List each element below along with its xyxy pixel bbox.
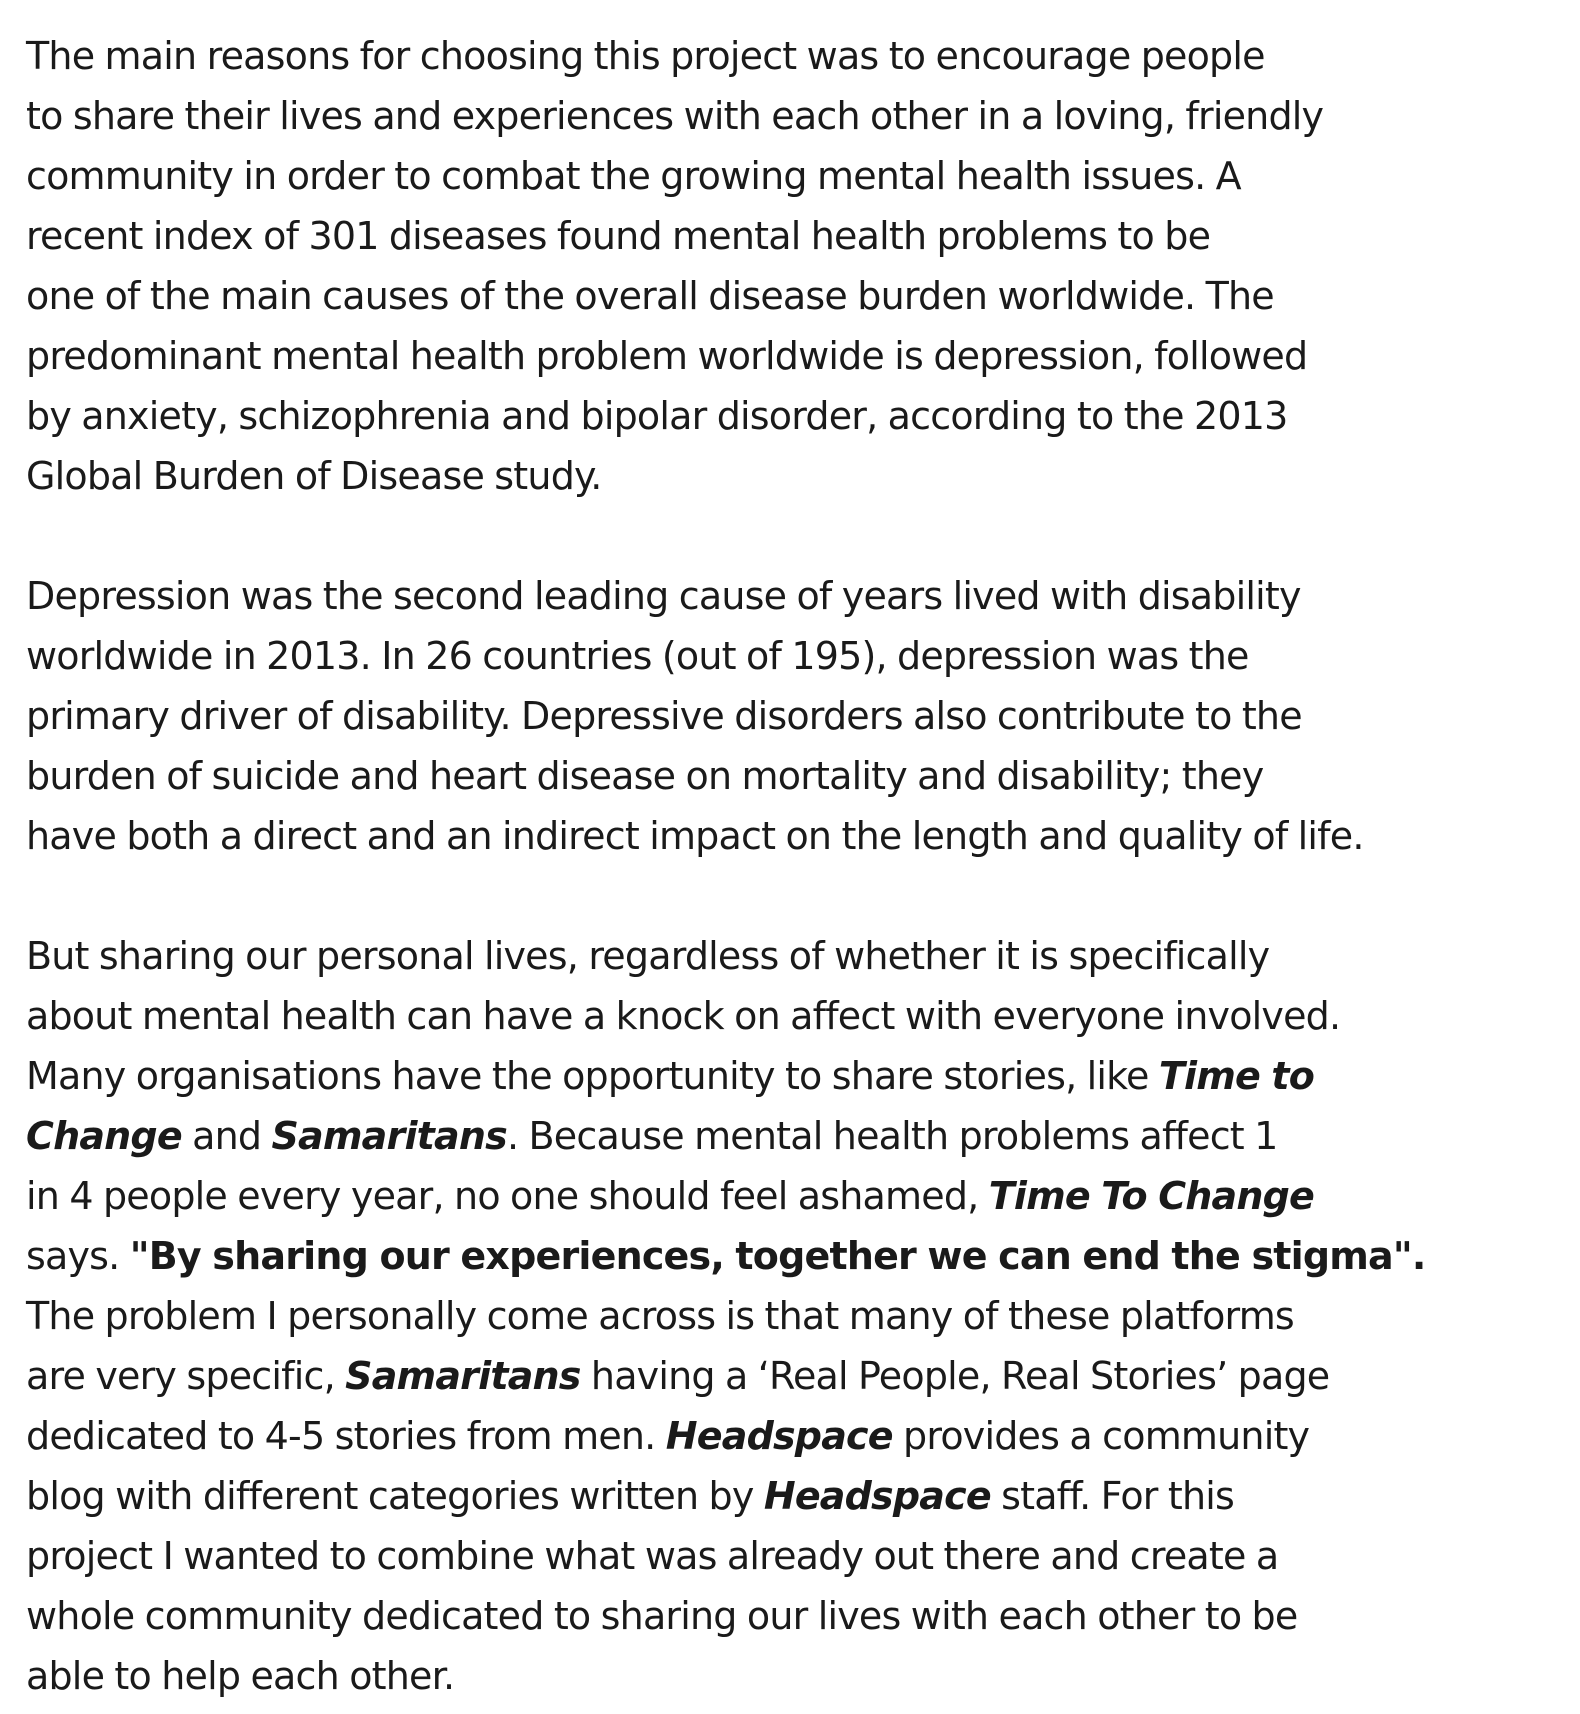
text-run: dedicated to 4-5 stories from men.: [26, 1414, 666, 1458]
text-line: [26, 926, 1556, 986]
bold-quote: "By sharing our experiences, together we can end the stigma".: [129, 1234, 1426, 1278]
text-run: staff. For this: [990, 1474, 1235, 1518]
text-line: [26, 386, 1556, 446]
text-run: whole community dedicated to sharing our lives with each other to be: [26, 1594, 1298, 1638]
text-run: says.: [26, 1234, 130, 1278]
emphasized-text: Time To Change: [988, 1174, 1315, 1218]
document-body: [26, 26, 1556, 1706]
text-line: [26, 86, 1556, 146]
text-line: [26, 626, 1556, 686]
text-line: [26, 446, 1556, 506]
paragraph: [26, 26, 1556, 506]
text-run: primary driver of disability. Depressive disorders also contribute to the: [26, 694, 1302, 738]
text-run: are very specific,: [26, 1354, 346, 1398]
paragraph: [26, 566, 1556, 866]
text-line: [26, 1106, 1556, 1166]
text-run: But sharing our personal lives, regardless of whether it is specifically: [26, 934, 1270, 978]
text-line: [26, 1526, 1556, 1586]
text-run: predominant mental health problem worldwide is depression, followed: [26, 334, 1308, 378]
text-run: have both a direct and an indirect impact on the length and quality of life.: [26, 814, 1364, 858]
text-line: [26, 1166, 1556, 1226]
text-line: [26, 806, 1556, 866]
emphasized-text: Samaritans: [271, 1114, 507, 1158]
text-line: [26, 686, 1556, 746]
paragraph-gap: [26, 866, 1556, 926]
emphasized-text: Samaritans: [345, 1354, 581, 1398]
text-line: [26, 746, 1556, 806]
text-line: [26, 1646, 1556, 1706]
text-run: to share their lives and experiences with each other in a loving, friendly: [26, 94, 1324, 138]
text-line: [26, 1286, 1556, 1346]
text-run: and: [181, 1114, 272, 1158]
text-run: The main reasons for choosing this project was to encourage people: [26, 34, 1265, 78]
text-run: one of the main causes of the overall disease burden worldwide. The: [26, 274, 1274, 318]
text-run: provides a community: [892, 1414, 1310, 1458]
text-run: by anxiety, schizophrenia and bipolar disorder, according to the 2013: [26, 394, 1288, 438]
text-line: [26, 1226, 1556, 1286]
paragraph-gap: [26, 506, 1556, 566]
text-run: about mental health can have a knock on affect with everyone involved.: [26, 994, 1341, 1038]
text-line: [26, 1046, 1556, 1106]
text-line: [26, 26, 1556, 86]
text-run: . Because mental health problems affect 1: [506, 1114, 1278, 1158]
text-run: recent index of 301 diseases found mental health problems to be: [26, 214, 1211, 258]
text-run: burden of suicide and heart disease on mortality and disability; they: [26, 754, 1264, 798]
text-run: blog with different categories written by: [26, 1474, 764, 1518]
emphasized-text: Headspace: [665, 1414, 893, 1458]
text-line: [26, 266, 1556, 326]
text-run: in 4 people every year, no one should feel ashamed,: [26, 1174, 989, 1218]
text-line: [26, 566, 1556, 626]
paragraph: [26, 926, 1556, 1706]
text-run: able to help each other.: [26, 1654, 455, 1698]
text-run: project I wanted to combine what was already out there and create a: [26, 1534, 1279, 1578]
emphasized-text: Time to: [1158, 1054, 1315, 1098]
text-line: [26, 206, 1556, 266]
text-line: [26, 986, 1556, 1046]
text-run: community in order to combat the growing mental health issues. A: [26, 154, 1241, 198]
text-line: [26, 1466, 1556, 1526]
emphasized-text: Headspace: [763, 1474, 991, 1518]
text-run: The problem I personally come across is that many of these platforms: [26, 1294, 1294, 1338]
text-run: Global Burden of Disease study.: [26, 454, 602, 498]
emphasized-text: Change: [26, 1114, 182, 1158]
text-line: [26, 1406, 1556, 1466]
text-line: [26, 326, 1556, 386]
text-line: [26, 1586, 1556, 1646]
text-run: having a ‘Real People, Real Stories’ page: [580, 1354, 1330, 1398]
text-line: [26, 146, 1556, 206]
text-line: [26, 1346, 1556, 1406]
text-run: Depression was the second leading cause of years lived with disability: [26, 574, 1301, 618]
text-run: worldwide in 2013. In 26 countries (out of 195), depression was the: [26, 634, 1249, 678]
text-run: Many organisations have the opportunity to share stories, like: [26, 1054, 1159, 1098]
